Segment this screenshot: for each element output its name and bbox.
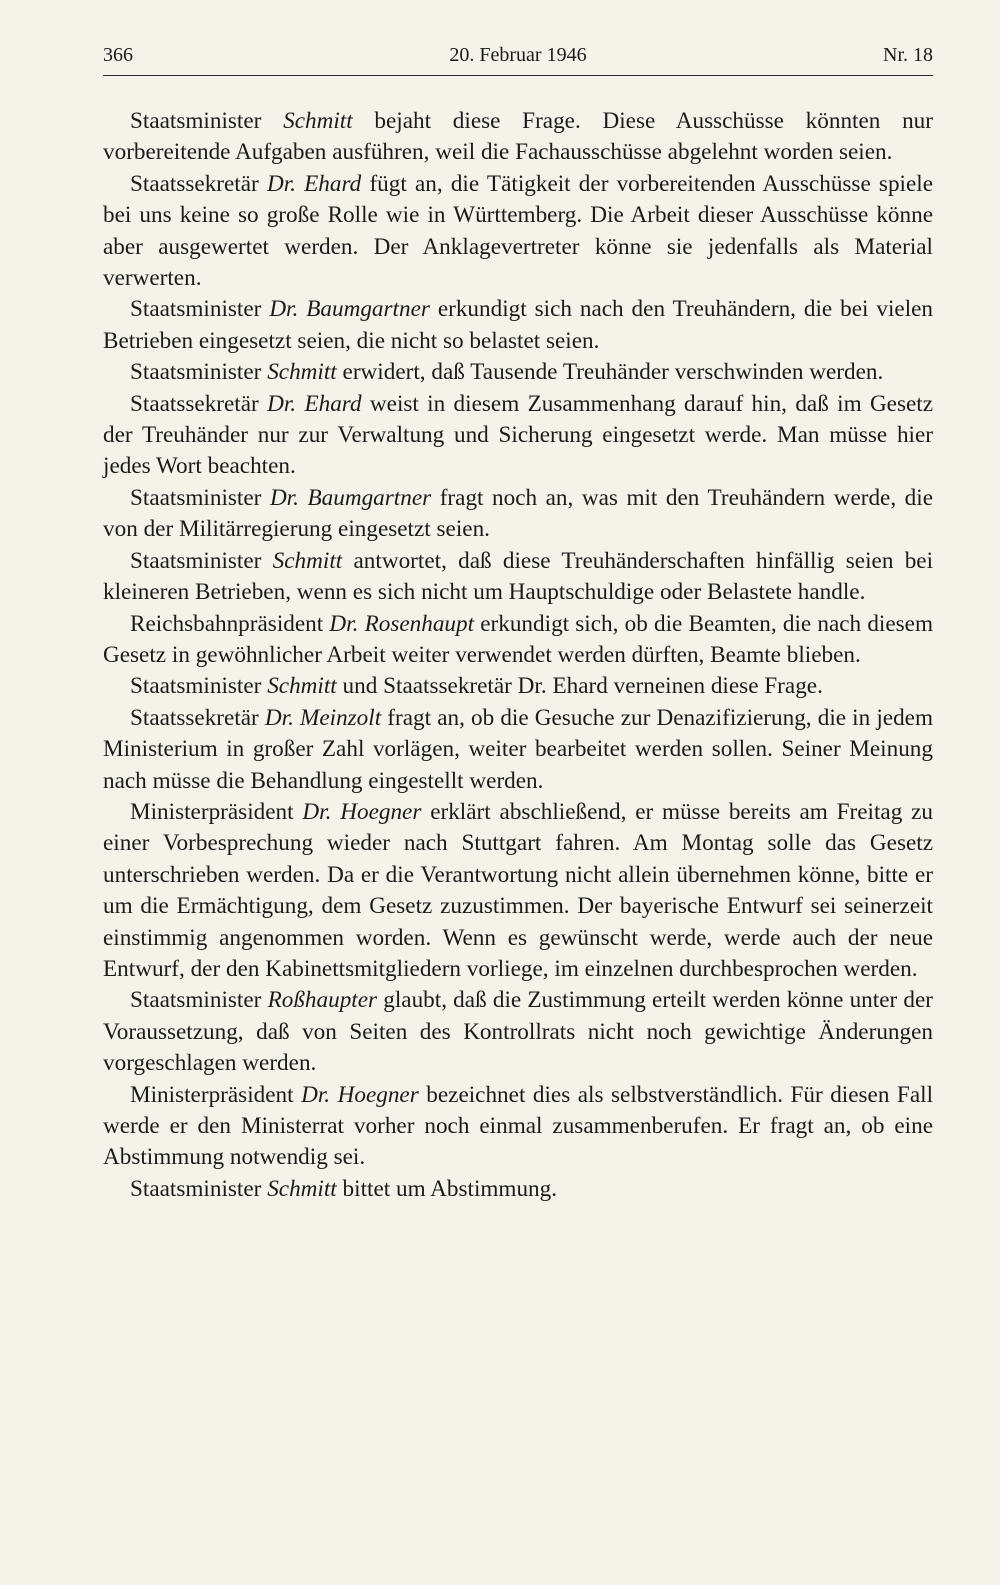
protocol-paragraph: [103, 1174, 933, 1205]
speaker-name: Schmitt: [283, 108, 353, 134]
speaker-name: Baumgartner: [307, 484, 432, 511]
header-date: 20. Februar 1946: [449, 44, 587, 66]
document-number: Nr. 18: [883, 44, 933, 66]
paragraph-text: fragt an, ob die Gesuche zur Denazifizierung, die in jedem Ministerium in großer Zahl vorlägen, weiter bearbeitet werden sollen. Seiner Meinung nach müsse die Behandlung eingestellt werden.: [103, 704, 933, 794]
speaker-role: Staatsminister: [130, 108, 262, 134]
protocol-paragraph: [103, 389, 933, 483]
paragraph-text: erkundigt sich nach den Treuhändern, die bei vielen Betrieben eingesetzt seien, die nicht so belastet seien.: [103, 296, 934, 354]
protocol-paragraph: [103, 671, 933, 702]
speaker-title: Dr.: [266, 170, 296, 197]
protocol-paragraph: [103, 1080, 933, 1174]
page-number: 366: [103, 44, 133, 66]
paragraph-text: erwidert, daß Tausende Treuhänder verschwinden werden.: [342, 359, 884, 386]
protocol-paragraph: [103, 169, 933, 295]
speaker-role: Staatsminister: [130, 1175, 262, 1202]
speaker-role: Staatssekretär: [130, 170, 259, 197]
speaker-role: Staatssekretär: [130, 704, 259, 731]
paragraph-text: bezeichnet dies als selbstverständlich. Für diesen Fall werde er den Ministerrat vorher noch einmal zusammenberufen. Er fragt an, ob eine Abstimmung notwendig sei.: [103, 1081, 934, 1171]
speaker-name: Ehard: [304, 170, 362, 197]
speaker-name: Ehard: [304, 390, 362, 417]
protocol-paragraph: [103, 483, 933, 546]
speaker-title: Dr.: [269, 484, 299, 511]
protocol-paragraph: [103, 703, 933, 797]
paragraph-text: antwortet, daß diese Treuhänderschaften hinfällig seien bei kleineren Betrieben, wenn es sich nicht um Hauptschuldige oder Belastete handle.: [103, 547, 934, 606]
speaker-name: Baumgartner: [306, 296, 430, 323]
speaker-title: Dr.: [302, 798, 332, 825]
speaker-title: Dr.: [267, 390, 297, 417]
paragraph-text: und Staatssekretär Dr. Ehard verneinen diese Frage.: [342, 673, 823, 700]
protocol-paragraph: [103, 546, 933, 609]
protocol-paragraph: [103, 609, 933, 672]
speaker-name: Schmitt: [267, 359, 337, 386]
speaker-name: Roßhaupter: [267, 987, 378, 1014]
speaker-role: Ministerpräsident: [130, 798, 294, 825]
speaker-role: Staatssekretär: [130, 390, 259, 417]
speaker-name: Hoegner: [340, 798, 422, 825]
protocol-paragraph: [103, 106, 933, 169]
paragraph-text: erkundigt sich, ob die Beamten, die nach diesem Gesetz in gewöhnlicher Arbeit weiter verwendet werden dürften, Beamte blieben.: [103, 610, 934, 668]
paragraph-text: fügt an, die Tätigkeit der vorbereitenden Ausschüsse spiele bei uns keine so große Rolle wie in Württemberg. Die Arbeit dieser Ausschüsse könne aber ausgewertet werden. Der Anklagevertreter könne sie jedenfalls als Material verwerten.: [103, 170, 934, 292]
speaker-role: Staatsminister: [130, 987, 262, 1014]
paragraph-text: weist in diesem Zusammenhang darauf hin, daß im Gesetz der Treuhänder nur zur Verwaltung und Sicherung eingesetzt werde. Man müsse hier jedes Wort beachten.: [103, 390, 934, 480]
speaker-role: Staatsminister: [130, 673, 262, 700]
speaker-name: Hoegner: [337, 1081, 419, 1108]
protocol-paragraph: [103, 797, 933, 985]
paragraph-text: glaubt, daß die Zustimmung erteilt werden könne unter der Voraussetzung, daß von Seiten des Kontrollrats nicht noch gewichtige Änderungen vorgeschlagen werden.: [103, 987, 934, 1077]
speaker-role: Staatsminister: [130, 296, 262, 323]
speaker-name: Rosenhaupt: [364, 610, 475, 637]
speaker-role: Staatsminister: [130, 484, 262, 511]
speaker-name: Schmitt: [267, 1175, 337, 1202]
speaker-role: Reichsbahnpräsident: [130, 610, 324, 637]
speaker-title: Dr.: [264, 704, 294, 731]
speaker-role: Staatsminister: [130, 547, 262, 574]
speaker-name: Schmitt: [267, 673, 337, 700]
speaker-title: Dr.: [269, 296, 299, 323]
paragraph-text: bittet um Abstimmung.: [342, 1175, 558, 1202]
speaker-name: Schmitt: [272, 547, 343, 574]
paragraph-text: fragt noch an, was mit den Treuhändern werde, die von der Militärregierung eingesetzt seien.: [103, 484, 934, 543]
speaker-role: Ministerpräsident: [130, 1081, 294, 1108]
protocol-paragraph: [103, 985, 933, 1079]
protocol-paragraph: [103, 294, 933, 357]
paragraph-text: bejaht diese Frage. Diese Ausschüsse könnten nur vorbereitende Aufgaben ausführen, weil die Fachausschüsse abgelehnt worden seien.: [103, 108, 934, 166]
speaker-name: Meinzolt: [300, 704, 382, 731]
speaker-title: Dr.: [329, 610, 359, 637]
paragraph-text: erklärt abschließend, er müsse bereits am Freitag zu einer Vorbesprechung wieder nach Stuttgart fahren. Am Montag solle das Gesetz unterschrieben werden. Da er die Verantwortung nicht allein übernehmen könne, bitte er um die Ermächtigung, dem Gesetz zuzustimmen. Der bayerische Entwurf sei seinerzeit einstimmig angenommen worden. Wenn es gewünscht werde, werde auch der neue Entwurf, der den Kabinettsmitgliedern vorliege, im einzelnen durchbesprochen werden.: [103, 798, 934, 982]
protocol-paragraph: [103, 357, 933, 388]
protocol-body: [103, 106, 933, 1205]
running-header: [103, 44, 933, 74]
header-rule: [103, 75, 933, 76]
speaker-role: Staatsminister: [130, 359, 262, 386]
speaker-title: Dr.: [301, 1081, 331, 1108]
